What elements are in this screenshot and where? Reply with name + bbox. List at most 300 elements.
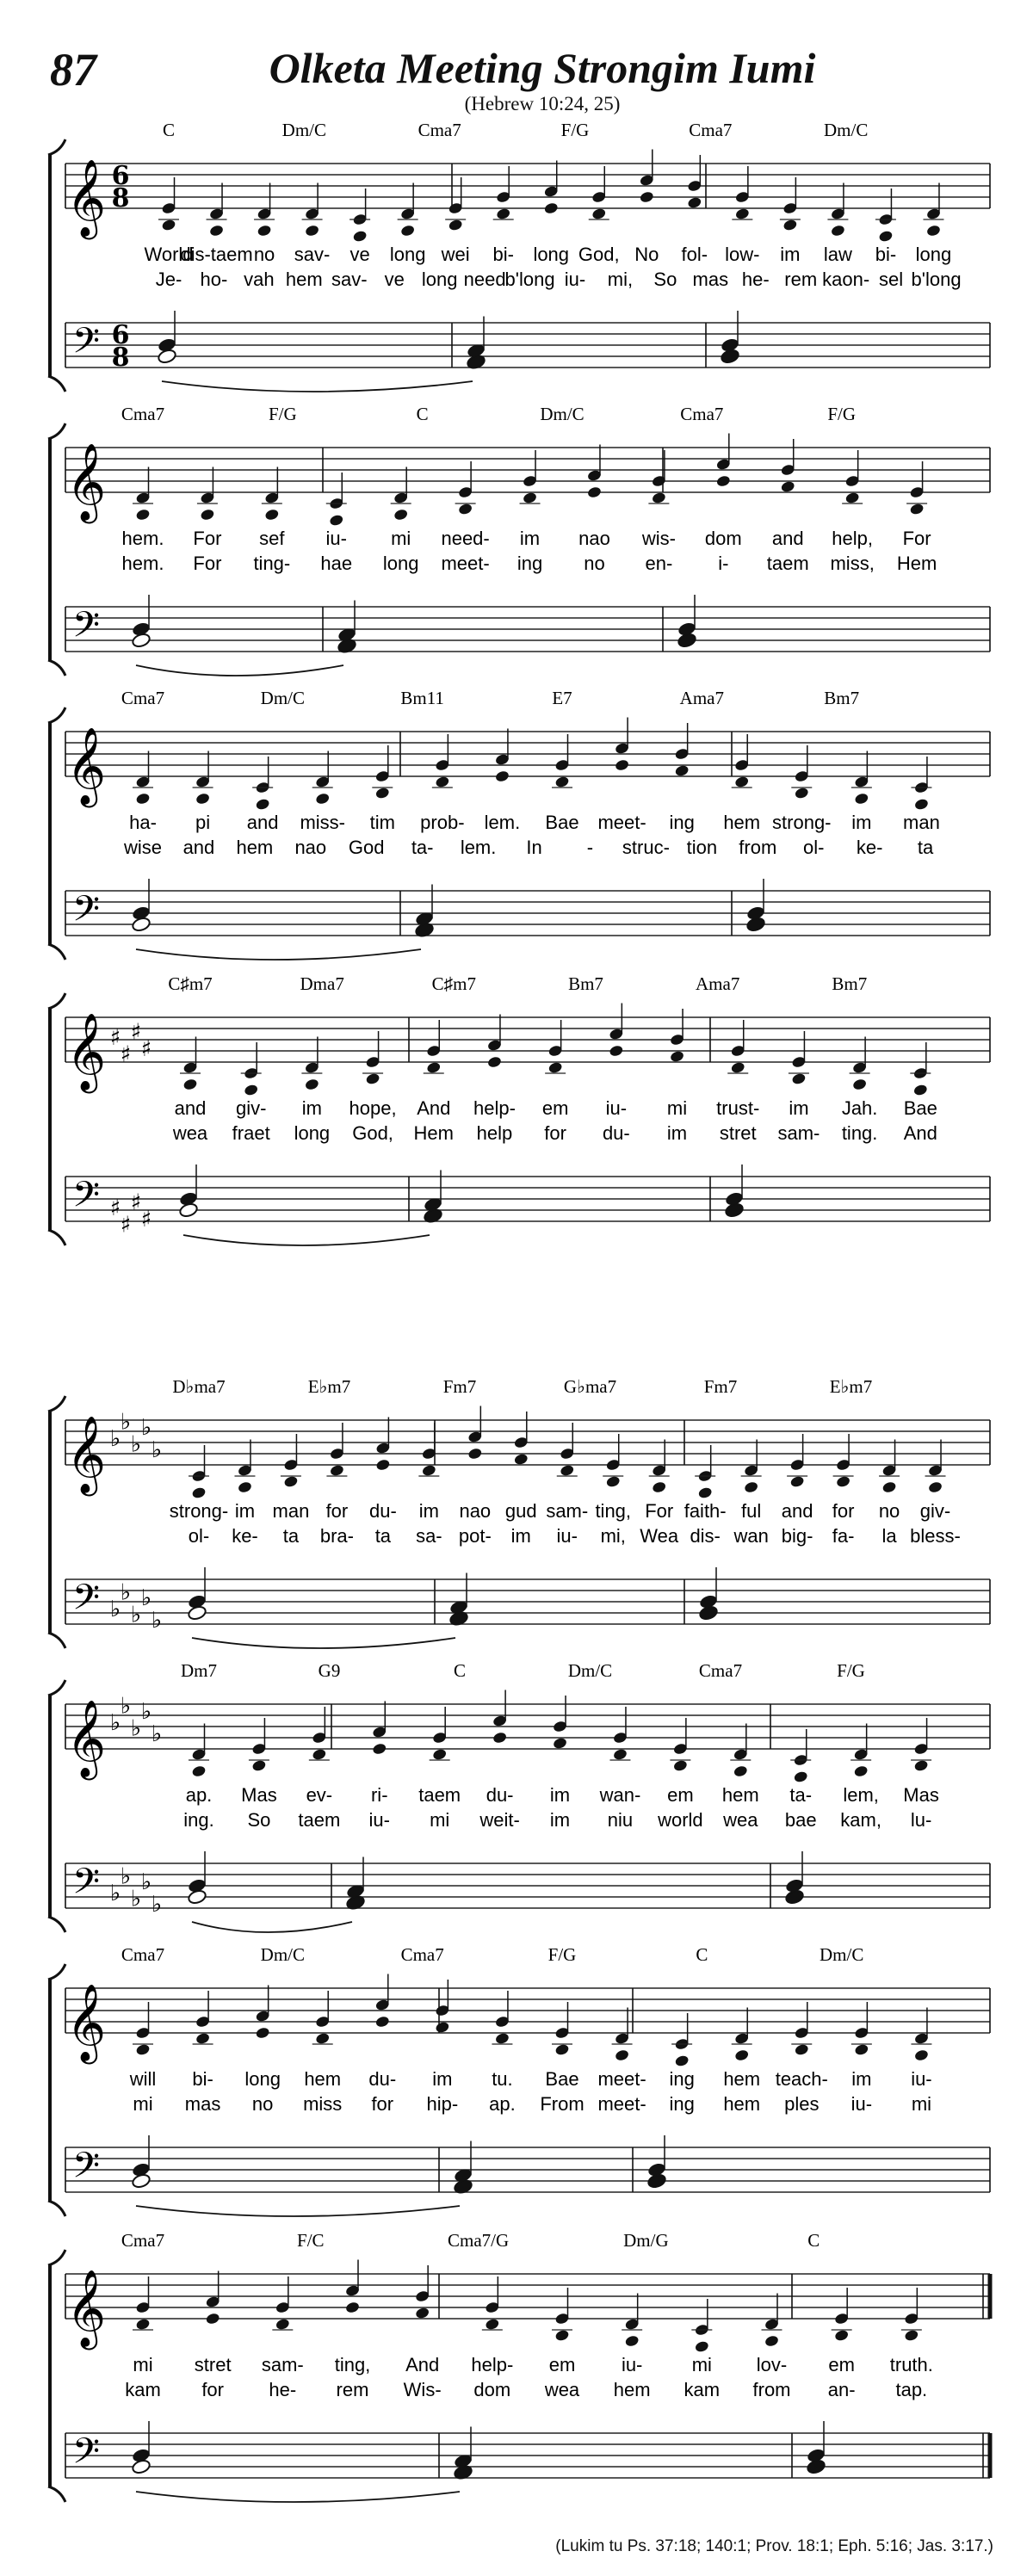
alto-note: [238, 1480, 253, 1493]
lyric-verse-1: and: [174, 1097, 207, 1119]
lyric-verse-1: Bae: [903, 1097, 937, 1119]
lyric-verse-2: ing: [516, 553, 543, 574]
lyric-verse-1: pi: [195, 812, 211, 833]
lyric-verse-2: ap.: [489, 2093, 516, 2115]
lyric-verse-2: an-: [827, 2379, 856, 2400]
lyric-verse-1: Mas: [241, 1784, 277, 1806]
bracket-top-hook: [48, 139, 65, 155]
lyric-verse-2: hem: [613, 2379, 651, 2400]
key-signature-sharp: ♯: [109, 1025, 121, 1051]
tie-curve: [192, 1638, 455, 1648]
score-system: [48, 404, 990, 676]
alto-note: [854, 2043, 869, 2056]
lyric-verse-2: ting.: [841, 1122, 878, 1144]
alto-note: [926, 224, 942, 237]
key-signature-flat: ♭: [120, 1579, 132, 1606]
chord-symbol: C♯m7: [168, 973, 213, 994]
lyric-verse-1: will: [129, 2068, 157, 2090]
chord-symbol: Fm7: [442, 1376, 477, 1397]
lyric-verse-2: dis-: [690, 1525, 721, 1547]
alto-note: [613, 1748, 628, 1761]
alto-note: [458, 503, 473, 516]
chord-symbol: Dm/C: [567, 1660, 613, 1681]
lyric-verse-2: ting-: [253, 553, 291, 574]
alto-note: [734, 775, 750, 788]
lyric-verse-2: wea: [544, 2379, 580, 2400]
alto-note: [670, 1050, 685, 1063]
lyric-verse-2: big-: [781, 1525, 813, 1547]
lyric-verse-2: he-: [741, 269, 770, 290]
chord-symbol: F/G: [837, 1660, 865, 1681]
lyric-verse-1: long: [915, 244, 952, 265]
lyric-verse-2: du-: [602, 1122, 630, 1144]
alto-note: [854, 792, 869, 805]
alto-note: [730, 1061, 745, 1074]
key-signature-sharp: ♯: [130, 1019, 142, 1046]
lyric-verse-2: long: [382, 553, 419, 574]
lyric-verse-2: im: [510, 1525, 531, 1547]
lyric-verse-2: God: [348, 837, 385, 858]
key-signature-flat: ♭: [109, 1881, 121, 1906]
lyric-verse-2: miss,: [830, 553, 875, 574]
alto-note: [345, 2301, 361, 2313]
alto-note: [782, 219, 798, 232]
lyric-verse-1: meet-: [597, 812, 646, 833]
lyric-verse-1: Mas: [903, 1784, 939, 1806]
lyric-verse-1: man: [272, 1500, 310, 1522]
lyric-verse-1: For: [902, 528, 931, 549]
alto-note: [591, 207, 607, 220]
alto-note: [195, 2032, 211, 2045]
lyric-verse-2: mi: [430, 1809, 450, 1831]
lyric-verse-2: kaon-: [822, 269, 870, 290]
lyric-verse-2: la: [881, 1525, 897, 1547]
key-signature-sharp: ♯: [120, 1041, 132, 1068]
alto-note: [305, 224, 320, 237]
treble-clef: 𝄞: [65, 2270, 107, 2347]
alto-note: [733, 1764, 748, 1777]
key-signature-flat: ♭: [130, 1602, 142, 1628]
chord-symbol: C: [162, 120, 176, 140]
lyric-verse-1: gud: [504, 1500, 537, 1522]
chord-symbol: Cma7: [400, 1944, 444, 1965]
treble-clef: 𝄞: [65, 1700, 107, 1777]
alto-note: [794, 787, 809, 800]
lyric-verse-1: need-: [441, 528, 490, 549]
alto-note: [487, 1055, 503, 1068]
lyric-verse-1: and: [771, 528, 804, 549]
alto-note: [205, 2312, 220, 2325]
lyric-verse-1: im: [789, 1097, 809, 1119]
alto-note: [912, 1084, 928, 1096]
chord-symbol: Dm/C: [819, 1944, 864, 1965]
bracket-top-hook: [48, 993, 65, 1009]
alto-note: [694, 2340, 709, 2353]
lyric-verse-2: mi,: [600, 1525, 626, 1547]
tie-curve: [136, 949, 421, 960]
lyric-verse-2: weit-: [479, 1809, 520, 1831]
alto-note: [852, 1078, 868, 1090]
alto-note: [605, 1475, 621, 1488]
chord-symbol: F/G: [560, 120, 590, 140]
lyric-verse-1: for: [832, 1500, 855, 1522]
lyric-verse-2: hem.: [121, 553, 164, 574]
alto-note: [881, 1480, 897, 1493]
chord-symbol: F/G: [268, 404, 297, 424]
lyric-verse-2: for: [544, 1122, 566, 1144]
chord-symbol: Cma7: [689, 120, 733, 140]
lyric-verse-2: struc-: [622, 837, 670, 858]
tie-curve: [162, 381, 473, 392]
alto-note: [135, 508, 151, 521]
alto-note: [448, 219, 463, 232]
lyric-verse-2: bae: [784, 1809, 817, 1831]
chord-symbol: C: [453, 1660, 467, 1681]
key-signature-flat: ♭: [109, 1426, 121, 1452]
alto-note: [913, 2048, 929, 2061]
lyric-verse-2: hae: [320, 553, 353, 574]
lyric-verse-2: wea: [172, 1122, 208, 1144]
alto-note: [674, 2054, 690, 2067]
chord-symbol: Cma7: [680, 404, 724, 424]
lyric-verse-1: long: [389, 244, 426, 265]
chord-symbol: Cma7: [121, 2230, 165, 2251]
alto-note: [793, 1770, 808, 1783]
alto-note: [400, 224, 416, 237]
alto-note: [928, 1480, 943, 1493]
lyric-verse-1: dis-taem: [180, 244, 253, 265]
lyric-verse-2: from: [752, 2379, 791, 2400]
lyric-verse-1: law: [823, 244, 852, 265]
lyric-verse-2: Wis-: [403, 2379, 442, 2400]
lyric-verse-1: taem: [418, 1784, 461, 1806]
key-signature-flat: ♭: [151, 1892, 163, 1918]
lyric-verse-1: ting,: [595, 1500, 632, 1522]
lyric-verse-1: low-: [725, 244, 760, 265]
lyric-verse-2: i-: [718, 553, 729, 574]
lyric-verse-2: sav-: [331, 269, 368, 290]
time-signature-bottom: 8: [111, 343, 130, 373]
lyric-verse-1: tu.: [492, 2068, 513, 2090]
lyric-verse-1: hem: [721, 1784, 759, 1806]
lyric-verse-2: sel: [879, 269, 904, 290]
lyric-verse-2: ke-: [232, 1525, 258, 1547]
alto-note: [191, 1764, 207, 1777]
lyric-verse-1: miss-: [300, 812, 345, 833]
lyric-verse-1: Bae: [545, 812, 579, 833]
lyric-verse-1: help,: [832, 528, 874, 549]
chord-symbol: Bm11: [400, 688, 444, 708]
lyric-verse-2: mi: [133, 2093, 153, 2115]
alto-note: [200, 508, 215, 521]
treble-clef: 𝄞: [65, 1416, 107, 1493]
chord-symbol: Cma7: [418, 120, 461, 140]
alto-note: [674, 764, 690, 777]
key-signature-flat: ♭: [140, 1869, 152, 1895]
lyric-verse-2: mas: [184, 2093, 221, 2115]
key-signature-flat: ♭: [120, 1863, 132, 1890]
alto-note: [315, 2032, 331, 2045]
bracket-top-hook: [48, 1964, 65, 1980]
score-system: [48, 973, 990, 1245]
alto-note: [913, 798, 929, 811]
lyric-verse-2: world: [658, 1809, 703, 1831]
lyric-verse-1: ve: [349, 244, 370, 265]
chord-symbol: Ama7: [679, 688, 724, 708]
treble-clef: 𝄞: [65, 1984, 107, 2061]
lyric-verse-1: giv-: [919, 1500, 951, 1522]
lyric-verse-1: for: [325, 1500, 349, 1522]
chord-symbol: D♭ma7: [172, 1376, 226, 1397]
time-signature-top: 6: [111, 320, 130, 350]
lyric-verse-2: bra-: [319, 1525, 354, 1547]
lyric-verse-2: long: [294, 1122, 331, 1144]
lyric-verse-2: ta-: [411, 837, 434, 858]
chord-symbol: E♭m7: [829, 1376, 873, 1397]
lyric-verse-2: iu-: [368, 1809, 390, 1831]
key-signature-flat: ♭: [151, 1721, 163, 1747]
alto-note: [421, 1464, 436, 1477]
lyric-verse-2: iu-: [851, 2093, 873, 2115]
alto-note: [492, 1731, 508, 1744]
lyric-verse-1: im: [851, 812, 872, 833]
lyric-verse-1: long: [533, 244, 570, 265]
alto-note: [878, 230, 894, 243]
alto-note: [329, 1464, 344, 1477]
lyric-verse-1: hope,: [349, 1097, 397, 1119]
lyric-verse-2: hem: [723, 2093, 761, 2115]
bass-clef: 𝄢: [71, 2145, 101, 2195]
lyric-verse-1: nao: [459, 1500, 492, 1522]
chord-symbol: G♭ma7: [563, 1376, 617, 1397]
lyric-verse-1: im: [432, 2068, 453, 2090]
chord-symbol: C: [416, 404, 429, 424]
alto-note: [496, 207, 511, 220]
key-signature-flat: ♭: [109, 1597, 121, 1622]
lyric-verse-1: And: [405, 2354, 440, 2375]
lyric-verse-1: ha-: [129, 812, 157, 833]
alto-note: [329, 514, 344, 527]
lyric-verse-2: rem: [336, 2379, 369, 2400]
lyric-verse-1: du-: [368, 1500, 397, 1522]
alto-note: [432, 1748, 448, 1761]
lyric-verse-1: And: [417, 1097, 451, 1119]
lyric-verse-1: help-: [473, 1097, 516, 1119]
score-system: [48, 120, 990, 392]
lyric-verse-1: lov-: [756, 2354, 788, 2375]
lyric-verse-2: lem.: [460, 837, 497, 858]
chord-symbol: E7: [552, 688, 572, 708]
alto-note: [834, 2329, 850, 2342]
alto-note: [485, 2318, 500, 2331]
lyric-verse-1: hem.: [121, 528, 164, 549]
lyric-verse-2: And: [903, 1122, 937, 1144]
bracket-bottom-hook: [48, 2201, 65, 2216]
key-signature-flat: ♭: [130, 1431, 142, 1458]
lyric-verse-2: ta: [282, 1525, 300, 1547]
lyric-verse-2: dom: [473, 2379, 511, 2400]
lyric-verse-2: no: [584, 553, 605, 574]
lyric-verse-1: tim: [369, 812, 395, 833]
alto-note: [687, 196, 702, 209]
key-signature-flat: ♭: [140, 1585, 152, 1611]
alto-note: [304, 1078, 319, 1090]
bass-clef: 𝄢: [71, 604, 101, 654]
alto-note: [375, 1458, 391, 1471]
score-system: [48, 688, 990, 960]
alto-note: [264, 508, 280, 521]
alto-note: [909, 503, 925, 516]
lyric-verse-2: bless-: [910, 1525, 961, 1547]
chord-symbol: Bm7: [832, 973, 868, 994]
lyric-verse-2: tion: [686, 837, 718, 858]
lyric-verse-2: im: [549, 1809, 571, 1831]
lyric-verse-1: long: [244, 2068, 281, 2090]
lyric-verse-2: kam: [684, 2379, 721, 2400]
lyric-verse-1: ap.: [185, 1784, 213, 1806]
alto-note: [523, 491, 538, 504]
lyric-verse-1: No: [634, 244, 659, 265]
lyric-verse-1: iu-: [605, 1097, 628, 1119]
lyric-verse-2: miss: [303, 2093, 343, 2115]
chord-symbol: Dm/C: [260, 1944, 306, 1965]
alto-note: [652, 1480, 667, 1493]
lyric-verse-1: help-: [471, 2354, 514, 2375]
key-signature-flat: ♭: [120, 1693, 132, 1720]
chord-symbol: Fm7: [703, 1376, 738, 1397]
score-system: [48, 1944, 990, 2216]
bracket-bottom-hook: [48, 376, 65, 392]
alto-note: [789, 1475, 805, 1488]
lyric-verse-2: for: [371, 2093, 394, 2115]
lyric-verse-2: sam-: [777, 1122, 820, 1144]
lyric-verse-2: hip-: [426, 2093, 459, 2115]
lyric-verse-2: hem: [236, 837, 274, 858]
alto-note: [283, 1475, 299, 1488]
chord-symbol: Dm/C: [823, 120, 869, 140]
lyric-verse-2: Je-: [155, 269, 182, 290]
lyric-verse-1: im: [301, 1097, 322, 1119]
alto-note: [257, 224, 272, 237]
alto-note: [734, 207, 750, 220]
alto-note: [734, 2048, 750, 2061]
lyric-verse-1: Jah.: [841, 1097, 878, 1119]
lyric-verse-1: im: [851, 2068, 872, 2090]
bracket-top-hook: [48, 1396, 65, 1412]
alto-note: [251, 1759, 267, 1772]
alto-note: [554, 2329, 570, 2342]
lyric-verse-2: In: [526, 837, 542, 858]
alto-note: [135, 792, 151, 805]
lyric-verse-2: God,: [352, 1122, 393, 1144]
lyric-verse-1: meet-: [597, 2068, 646, 2090]
bracket-top-hook: [48, 423, 65, 439]
tie-curve: [192, 1922, 352, 1932]
lyric-verse-2: ing: [669, 2093, 695, 2115]
lyric-verse-1: im: [418, 1500, 439, 1522]
key-signature-sharp: ♯: [140, 1207, 152, 1232]
tie-curve: [183, 1235, 430, 1245]
lyric-verse-1: sam-: [261, 2354, 304, 2375]
lyric-verse-1: wan-: [599, 1784, 641, 1806]
alto-note: [844, 491, 860, 504]
key-signature-flat: ♭: [151, 1437, 163, 1463]
alto-note: [374, 2015, 390, 2028]
tie-curve: [136, 2206, 460, 2216]
lyric-verse-1: man: [903, 812, 940, 833]
alto-note: [191, 1486, 207, 1499]
alto-note: [744, 1480, 759, 1493]
hymn-number: 87: [50, 44, 96, 96]
alto-note: [393, 508, 409, 521]
alto-note: [365, 1072, 380, 1085]
lyric-verse-2: niu: [607, 1809, 634, 1831]
key-signature-sharp: ♯: [130, 1189, 142, 1216]
lyric-verse-2: im: [666, 1122, 688, 1144]
lyric-verse-2: for: [201, 2379, 225, 2400]
treble-clef: 𝄞: [65, 1013, 107, 1090]
alto-note: [554, 2043, 570, 2056]
lyric-verse-1: lem.: [484, 812, 521, 833]
chord-symbol: Bm7: [824, 688, 860, 708]
lyric-verse-2: b'long: [504, 269, 555, 290]
lyric-verse-1: Bae: [545, 2068, 579, 2090]
lyric-verse-1: World: [144, 244, 194, 265]
lyric-verse-2: ke-: [856, 837, 883, 858]
lyric-verse-2: mi: [911, 2093, 932, 2115]
lyric-verse-1: For: [645, 1500, 674, 1522]
lyric-verse-1: and: [781, 1500, 813, 1522]
lyric-verse-2: sa-: [416, 1525, 442, 1547]
lyric-verse-1: hem: [723, 2068, 761, 2090]
lyric-verse-1: iu-: [911, 2068, 932, 2090]
lyric-verse-2: Hem: [896, 553, 937, 574]
alto-note: [415, 2307, 430, 2320]
bracket-bottom-hook: [48, 2486, 65, 2502]
chord-symbol: Dm/C: [260, 688, 306, 708]
key-signature-sharp: ♯: [140, 1036, 152, 1062]
alto-note: [135, 2318, 151, 2331]
lyric-verse-2: From: [540, 2093, 585, 2115]
lyric-verse-2: ho-: [200, 269, 228, 290]
lyric-verse-2: So: [247, 1809, 271, 1831]
key-signature-sharp: ♯: [109, 1195, 121, 1221]
alto-note: [651, 491, 666, 504]
lyric-verse-1: strong-: [169, 1500, 229, 1522]
lyric-verse-1: bi-: [875, 244, 897, 265]
alto-note: [494, 769, 510, 782]
treble-clef: 𝄞: [65, 159, 107, 237]
lyric-verse-1: em: [667, 1784, 694, 1806]
lyric-verse-1: sef: [259, 528, 285, 549]
alto-note: [615, 758, 630, 771]
key-signature-flat: ♭: [151, 1608, 163, 1634]
chord-symbol: Dm/C: [281, 120, 327, 140]
alto-note: [312, 1748, 327, 1761]
alto-note: [435, 2021, 450, 2034]
lyric-verse-2: So: [653, 269, 677, 290]
lyric-verse-2: ol-: [802, 837, 825, 858]
chord-symbol: E♭m7: [307, 1376, 351, 1397]
bracket-bottom-hook: [48, 660, 65, 676]
lyric-verse-2: ol-: [188, 1525, 210, 1547]
lyric-verse-1: mi: [391, 528, 411, 549]
alto-note: [624, 2334, 640, 2347]
bass-clef: 𝄢: [71, 2431, 101, 2480]
bracket-bottom-hook: [48, 1633, 65, 1648]
key-signature-flat: ♭: [109, 1710, 121, 1736]
lyric-verse-1: truth.: [889, 2354, 933, 2375]
